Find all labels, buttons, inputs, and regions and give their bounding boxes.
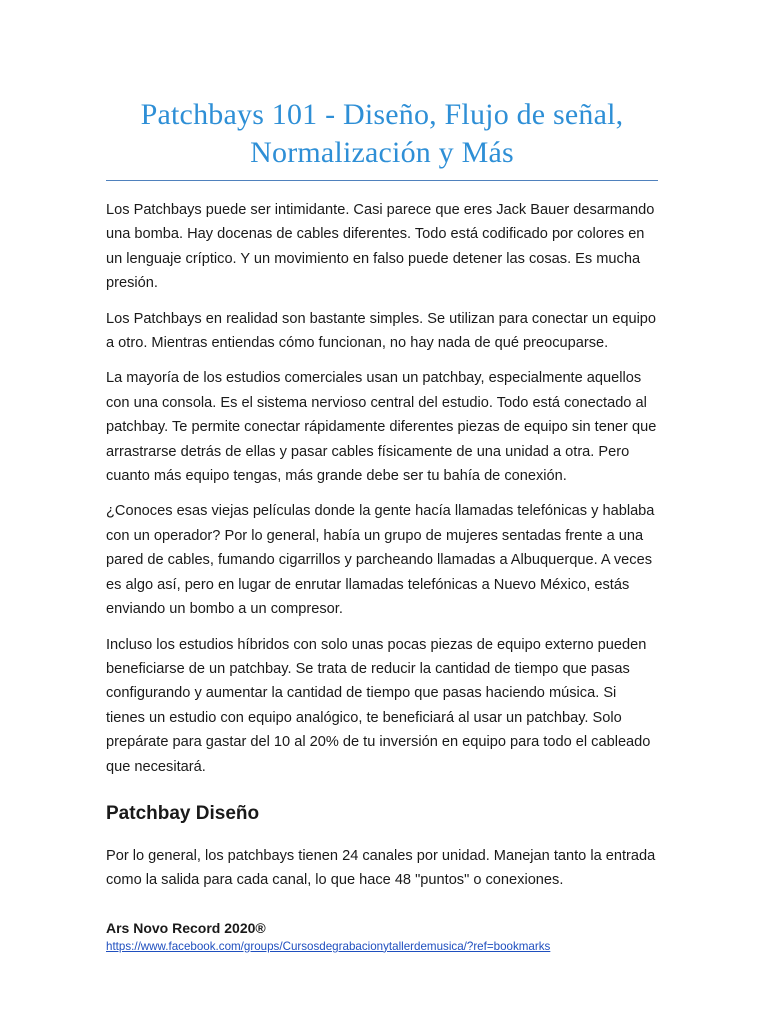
paragraph-simple: Los Patchbays en realidad son bastante simples. Se utilizan para conectar un equipo a otro. Mientras entiendas cómo funcionan, no hay nada de qué preocuparse.: [106, 310, 657, 352]
document-title-line-1: Patchbays 101 - Diseño, Flujo de señal,: [140, 98, 624, 131]
paragraph-hybrid-studios: Incluso los estudios híbridos con solo unas pocas piezas de equipo externo pueden beneficiarse de un patchbay. Se trata de reducir la cantidad de tiempo que pasas configurando y aumentar la cantidad de tiempo que pasas haciendo música. Si tienes un estudio con equipo analógico, te beneficiará al usar un patchbay. Solo prepárate para gastar del 10 al 20% de tu inversión en equipo para todo el cableado que necesitará.: [106, 636, 651, 775]
document-page: [106, 0, 658, 955]
paragraph-intro: Los Patchbays puede ser intimidante. Casi parece que eres Jack Bauer desarmando una bomba. Hay docenas de cables diferentes. Todo está codificado por colores en un lenguaje críptico. Y un movimiento en falso puede detener las cosas. Es mucha presión.: [106, 202, 655, 292]
document-title: [106, 96, 658, 181]
paragraph-design: Por lo general, los patchbays tienen 24 canales por unidad. Manejan tanto la entrada como la salida para cada canal, lo que hace 48 "puntos" o conexiones.: [106, 847, 656, 889]
paragraph-operator-analogy: ¿Conoces esas viejas películas donde la gente hacía llamadas telefónicas y hablaba con un operador? Por lo general, había un grupo de mujeres sentadas frente a una pared de cables, fumando cigarrillos y parcheando llamadas a Albuquerque. A veces es algo así, pero en lugar de enrutar llamadas telefónicas a Nuevo México, estás enviando un bombo a un compresor.: [106, 503, 655, 618]
footer-facebook-link[interactable]: https://www.facebook.com/groups/Cursosdegrabacionytallerdemusica/?ref=bookmarks: [106, 939, 551, 953]
footer-brand: Ars Novo Record 2020®: [106, 919, 266, 936]
paragraph-commercial-studios: La mayoría de los estudios comerciales usan un patchbay, especialmente aquellos con una consola. Es el sistema nervioso central del estudio. Todo está conectado al patchbay. Te permite conectar rápidamente diferentes piezas de equipo sin tener que arrastrarse detrás de ellas y pasar cables físicamente de una unidad a otra. Pero cuanto más equipo tengas, más grande debe ser tu bahía de conexión.: [106, 370, 657, 485]
section-heading-design: Patchbay Diseño: [106, 802, 260, 824]
document-title-line-2: Normalización y Más: [250, 136, 514, 169]
